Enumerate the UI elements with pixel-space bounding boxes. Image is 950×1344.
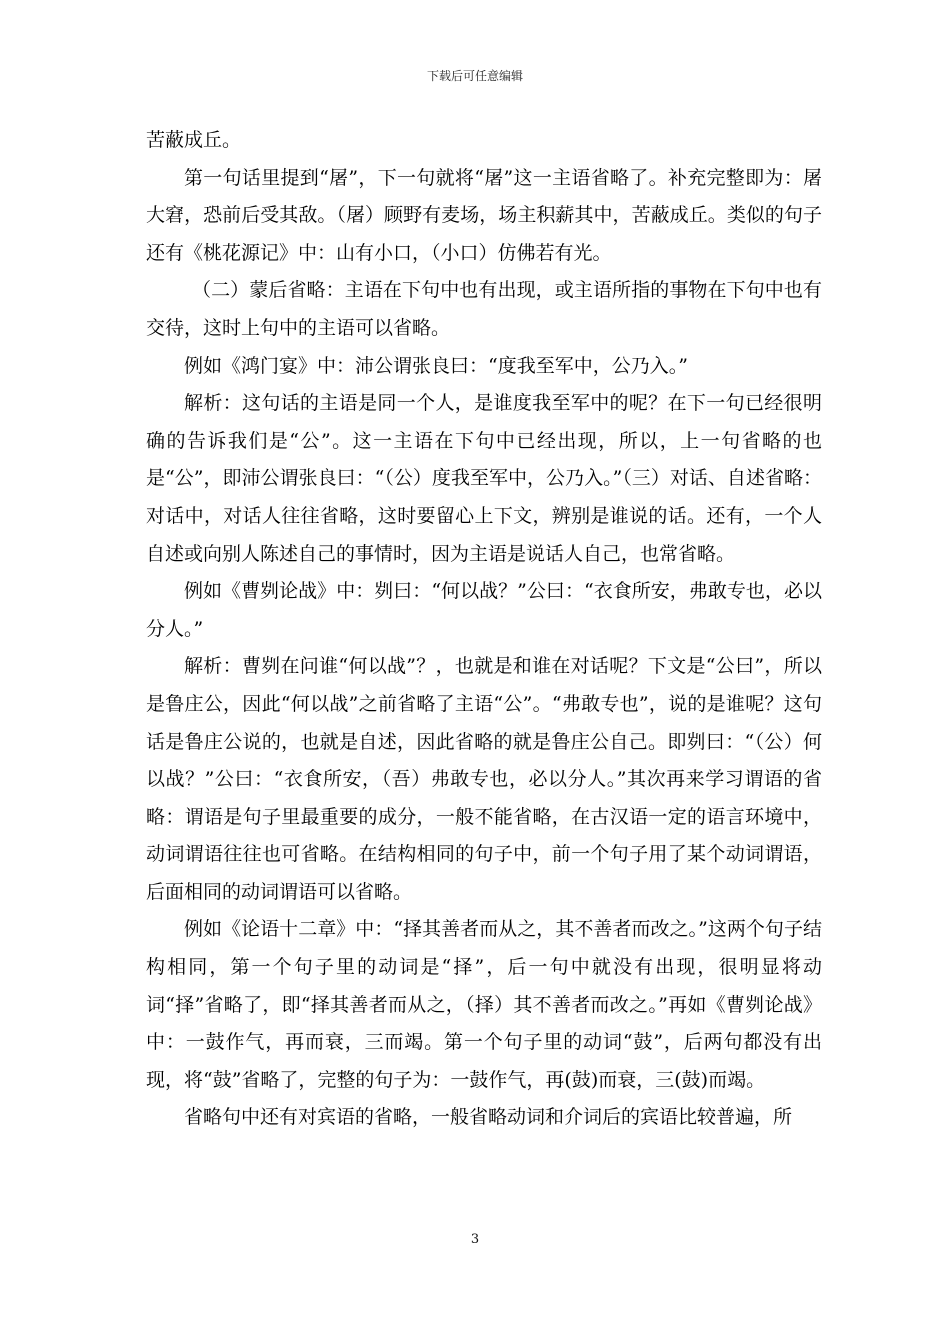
page-header: 下载后可任意编辑 — [426, 69, 523, 83]
page-number: 3 — [470, 1232, 480, 1247]
paragraph-example: 例如《鸿门宴》中：沛公谓张良曰：“度我至军中，公乃入。” — [184, 354, 688, 377]
paragraph-example: 例如《曹刿论战》中：刿曰：“何以战？”公曰：“衣食所安，弗敢专也，必以分人。” — [146, 580, 822, 640]
paragraph-analysis: 解析：这句话的主语是同一个人，是谁度我至军中的呢？在下一句已经很明确的告诉我们是“公”。这一主语在下句中已经出现，所以，上一句省略的也是“公”，即沛公谓张良曰：“（公）度我至军中，公乃入。”（三）对话、自述省略：对话中，对话人往往省略，这时要留心上下文，辨别是谁说的话。还有，一个人自述或向别人陈述自己的事情时，因为主语是说话人自己，也常省略。 — [146, 392, 822, 565]
paragraph-section-heading: （二）蒙后省略：主语在下句中也有出现，或主语所指的事物在下句中也有交待，这时上句中的主语可以省略。 — [146, 279, 822, 339]
paragraph-continuation: 苦蔽成丘。 — [146, 129, 242, 151]
paragraph-example: 例如《论语十二章》中：“择其善者而从之，其不善者而改之。”这两个句子结构相同，第一个句子里的动词是“择”，后一句中就没有出现，很明显将动词“择”省略了，即“择其善者而从之，（择）其不善者而改之。”再如《曹刿论战》中：一鼓作气，再而衰，三而竭。第一个句子里的动词“鼓”，后两句都没有出现，将“鼓”省略了，完整的句子为：一鼓作气，再(鼓)而衰，三(鼓)而竭。 — [146, 918, 822, 1091]
paragraph-analysis: 解析：曹刿在问谁“何以战”？，也就是和谁在对话呢？下文是“公曰”，所以是鲁庄公，因此“何以战”之前省略了主语“公”。“弗敢专也”，说的是谁呢？这句话是鲁庄公说的，也就是自述，因此省略的就是鲁庄公自己。即刿曰：“（公）何以战？”公曰：“衣食所安，（吾）弗敢专也，必以分人。”其次再来学习谓语的省略：谓语是句子里最重要的成分，一般不能省略，在古汉语一定的语言环境中，动词谓语往往也可省略。在结构相同的句子中，前一个句子用了某个动词谓语，后面相同的动词谓语可以省略。 — [146, 655, 822, 903]
paragraph: 第一句话里提到“屠”，下一句就将“屠”这一主语省略了。补充完整即为：屠大窘，恐前后受其敌。（屠）顾野有麦场，场主积薪其中，苦蔽成丘。类似的句子还有《桃花源记》中：山有小口，（小口）仿佛若有光。 — [146, 166, 822, 264]
paragraph: 省略句中还有对宾语的省略，一般省略动词和介词后的宾语比较普遍，所 — [184, 1106, 793, 1129]
document-body — [146, 122, 822, 1137]
